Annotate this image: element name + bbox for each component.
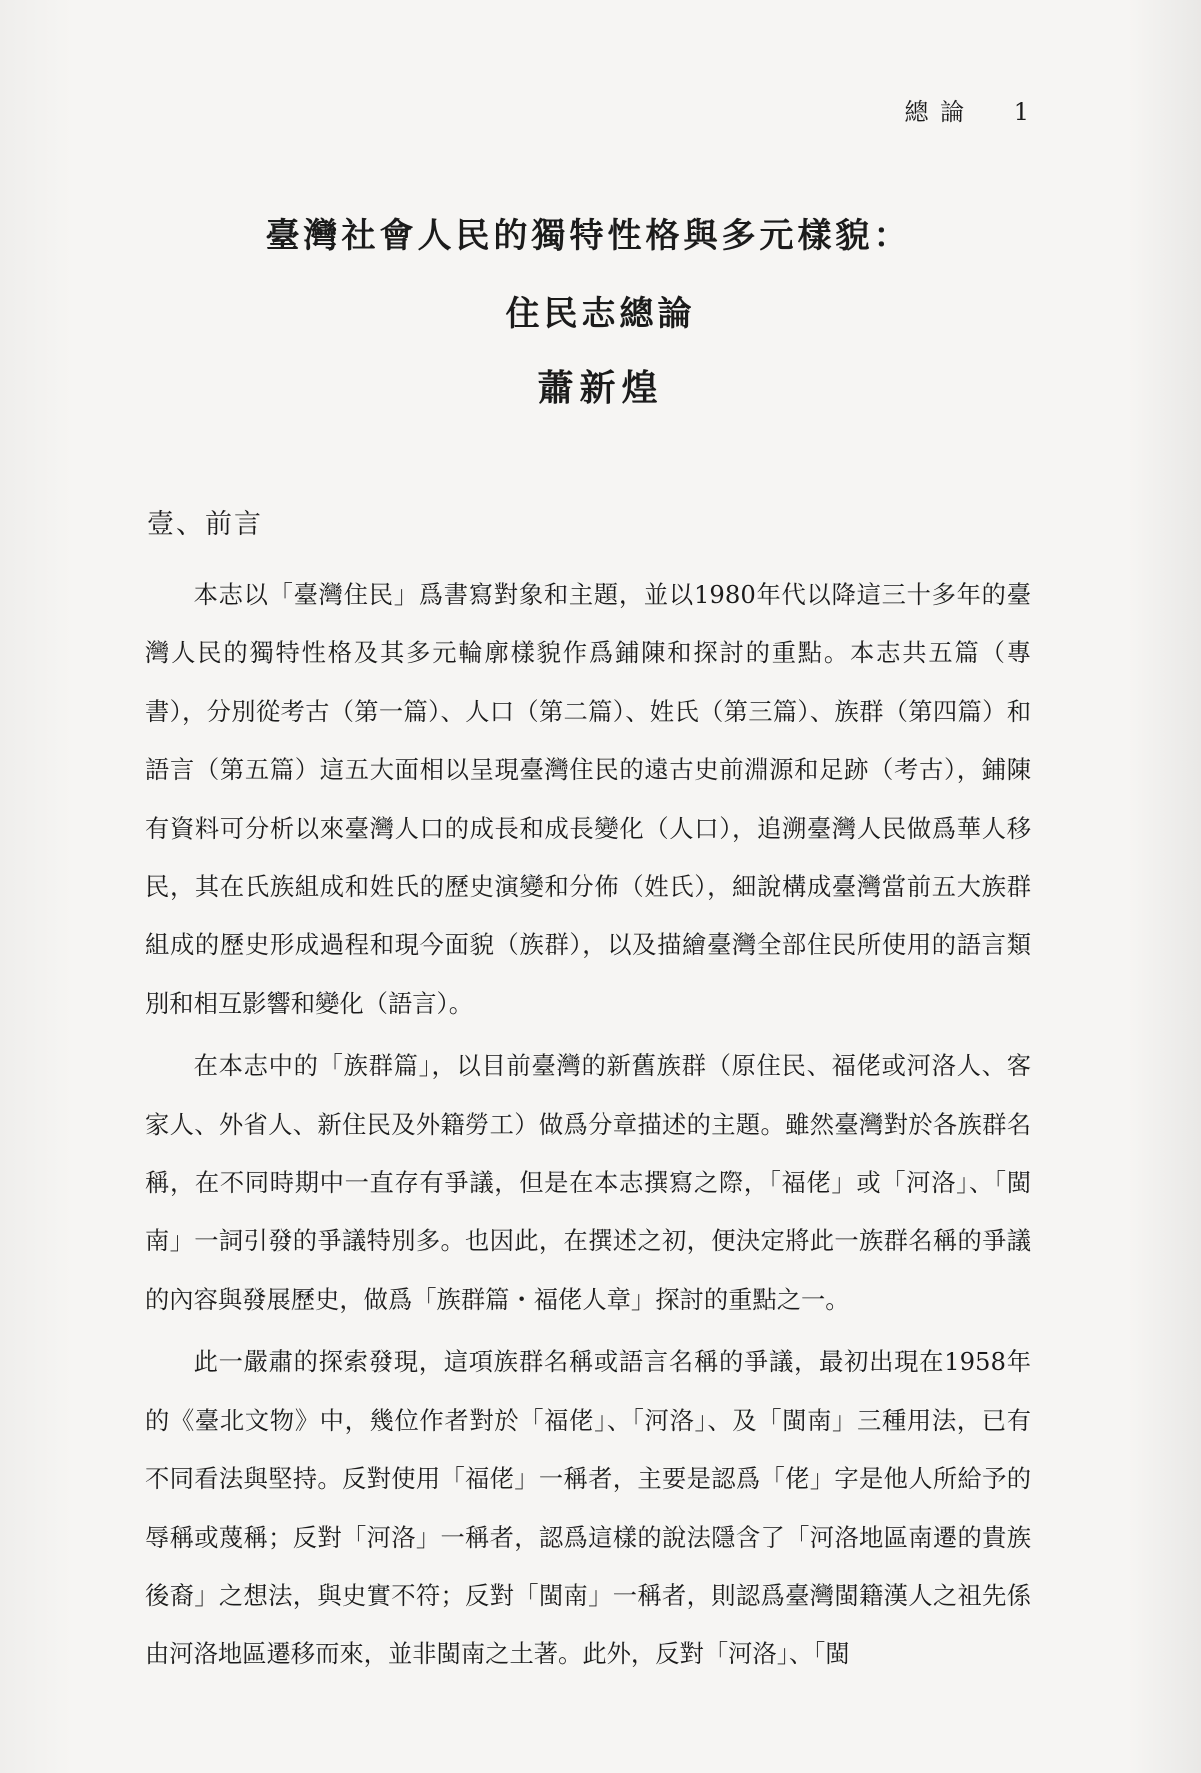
section-heading: 壹、前言 bbox=[147, 509, 263, 540]
paragraph: 在本志中的「族群篇」，以目前臺灣的新舊族群（原住民、福佬或河洛人、客家人、外省人、新住民及外籍勞工）做爲分章描述的主題。雖然臺灣對於各族群名稱，在不同時期中一直存有爭議，但是在本志撰寫之際，「福佬」或「河洛」、「閩南」一詞引發的爭議特別多。也因此，在撰述之初，便決定將此一族群名稱的爭議的內容與發展歷史，做爲「族群篇・福佬人章」探討的重點之一。 bbox=[145, 1051, 1031, 1314]
chapter-title-line-1: 臺灣社會人民的獨特性格與多元樣貌： bbox=[265, 216, 912, 256]
paragraph: 此一嚴肅的探索發現，這項族群名稱或語言名稱的爭議，最初出現在1958年的《臺北文物》中，幾位作者對於「福佬」、「河洛」、及「閩南」三種用法，已有不同看法與堅持。反對使用「福佬」一稱者，主要是認爲「佬」字是他人所給予的辱稱或蔑稱；反對「河洛」一稱者，認爲這樣的說法隱含了「河洛地區南遷的貴族後裔」之想法，與史實不符；反對「閩南」一稱者，則認爲臺灣閩籍漢人之祖先係由河洛地區遷移而來，並非閩南之土著。此外，反對「河洛」、「閩 bbox=[145, 1347, 1031, 1669]
page-number: 1 bbox=[1013, 98, 1031, 126]
header-section-title: 總 論 bbox=[904, 98, 967, 126]
running-header bbox=[904, 92, 1031, 127]
author-name: 蕭新煌 bbox=[537, 367, 664, 409]
body-text bbox=[145, 566, 1031, 1688]
chapter-title-line-2: 住民志總論 bbox=[505, 294, 696, 334]
paragraph: 本志以「臺灣住民」爲書寫對象和主題，並以1980年代以降這三十多年的臺灣人民的獨特性格及其多元輪廓樣貌作爲鋪陳和探討的重點。本志共五篇（專書），分別從考古（第一篇）、人口（第二篇）、姓氏（第三篇）、族群（第四篇）和語言（第五篇）這五大面相以呈現臺灣住民的遠古史前淵源和足跡（考古），鋪陳有資料可分析以來臺灣人口的成長和成長變化（人口），追溯臺灣人民做爲華人移民，其在氏族組成和姓氏的歷史演變和分佈（姓氏），細說構成臺灣當前五大族群組成的歷史形成過程和現今面貌（族群），以及描繪臺灣全部住民所使用的語言類別和相互影響和變化（語言）。 bbox=[145, 580, 1031, 1018]
